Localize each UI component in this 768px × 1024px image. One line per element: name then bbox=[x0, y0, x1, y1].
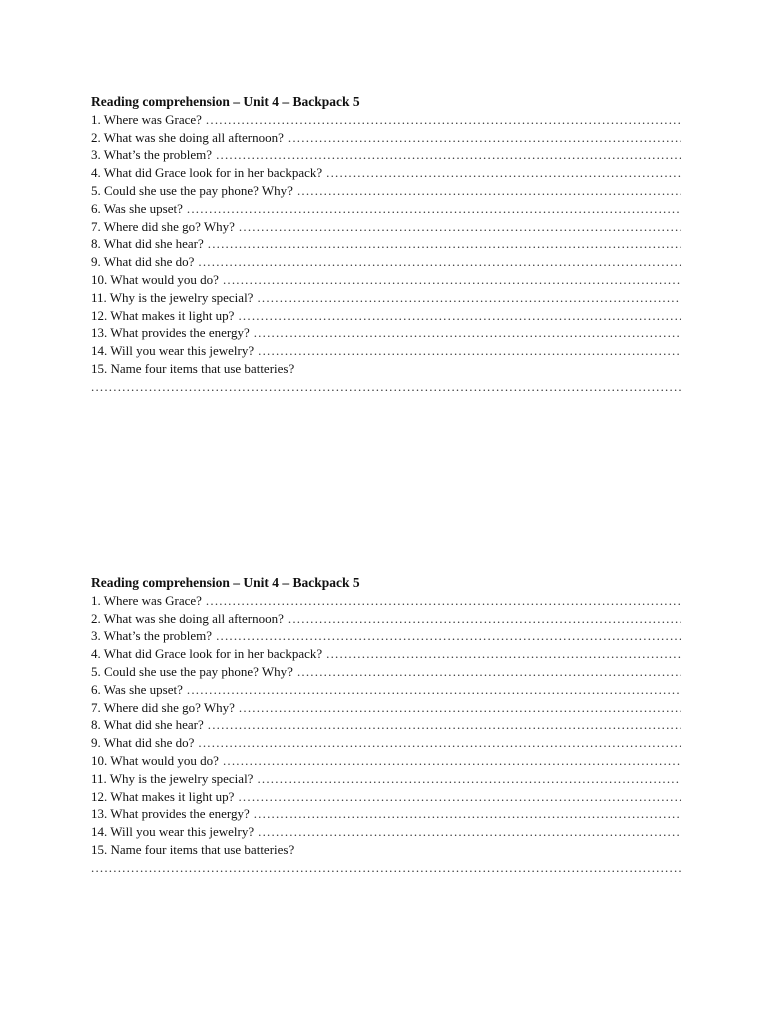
question-row bbox=[91, 734, 681, 752]
question-list bbox=[91, 111, 681, 378]
question-text: 15. Name four items that use batteries? bbox=[91, 360, 295, 376]
answer-line bbox=[254, 324, 681, 342]
question-text: 1. Where was Grace? bbox=[91, 592, 202, 608]
question-row bbox=[91, 324, 681, 342]
question-row bbox=[91, 218, 681, 236]
answer-line bbox=[198, 253, 681, 271]
question-text: 13. What provides the energy? bbox=[91, 806, 250, 822]
answer-line bbox=[223, 752, 681, 770]
question-text: 4. What did Grace look for in her backpack? bbox=[91, 165, 323, 181]
answer-line bbox=[239, 218, 681, 236]
question-text: 8. What did she hear? bbox=[91, 717, 204, 733]
worksheet-title: Reading comprehension – Unit 4 – Backpack 5 bbox=[91, 575, 360, 590]
question-text: 12. What makes it light up? bbox=[91, 307, 235, 323]
answer-line bbox=[257, 770, 681, 788]
answer-line bbox=[297, 663, 681, 681]
question-row bbox=[91, 788, 681, 806]
question-text: 5. Could she use the pay phone? Why? bbox=[91, 182, 293, 198]
question-row bbox=[91, 360, 681, 378]
question-row bbox=[91, 663, 681, 681]
question-text: 2. What was she doing all afternoon? bbox=[91, 610, 284, 626]
question-text: 14. Will you wear this jewelry? bbox=[91, 824, 255, 840]
question-row bbox=[91, 610, 681, 628]
worksheet-title: Reading comprehension – Unit 4 – Backpack 5 bbox=[91, 94, 360, 109]
question-row bbox=[91, 164, 681, 182]
question-row bbox=[91, 592, 681, 610]
question-row bbox=[91, 111, 681, 129]
answer-line bbox=[208, 235, 681, 253]
answer-line bbox=[216, 627, 681, 645]
question-text: 3. What’s the problem? bbox=[91, 147, 213, 163]
question-text: 12. What makes it light up? bbox=[91, 788, 235, 804]
question-row bbox=[91, 342, 681, 360]
answer-line bbox=[206, 111, 681, 129]
question-row bbox=[91, 289, 681, 307]
question-text: 7. Where did she go? Why? bbox=[91, 218, 235, 234]
question-row bbox=[91, 235, 681, 253]
question-row bbox=[91, 200, 681, 218]
question-row bbox=[91, 805, 681, 823]
answer-line bbox=[238, 307, 681, 325]
question-text: 6. Was she upset? bbox=[91, 681, 183, 697]
question-text: 11. Why is the jewelry special? bbox=[91, 289, 254, 305]
question-text: 6. Was she upset? bbox=[91, 200, 183, 216]
answer-line bbox=[258, 342, 681, 360]
answer-line bbox=[326, 645, 681, 663]
question-text: 13. What provides the energy? bbox=[91, 325, 250, 341]
answer-line bbox=[288, 129, 681, 147]
answer-line bbox=[288, 610, 681, 628]
answer-line bbox=[297, 182, 681, 200]
question-row bbox=[91, 307, 681, 325]
question-list bbox=[91, 592, 681, 859]
question-text: 9. What did she do? bbox=[91, 254, 195, 270]
answer-line bbox=[187, 200, 681, 218]
answer-line bbox=[254, 805, 681, 823]
question-text: 11. Why is the jewelry special? bbox=[91, 770, 254, 786]
question-text: 10. What would you do? bbox=[91, 271, 219, 287]
answer-line bbox=[187, 681, 681, 699]
answer-line-full bbox=[91, 378, 681, 396]
question-text: 10. What would you do? bbox=[91, 752, 219, 768]
answer-line bbox=[206, 592, 681, 610]
answer-line bbox=[223, 271, 681, 289]
question-text: 5. Could she use the pay phone? Why? bbox=[91, 663, 293, 679]
question-text: 8. What did she hear? bbox=[91, 236, 204, 252]
question-row bbox=[91, 253, 681, 271]
answer-line bbox=[258, 823, 681, 841]
question-text: 1. Where was Grace? bbox=[91, 111, 202, 127]
answer-line bbox=[208, 716, 681, 734]
question-text: 14. Will you wear this jewelry? bbox=[91, 343, 255, 359]
answer-line bbox=[326, 164, 681, 182]
question-row bbox=[91, 752, 681, 770]
question-text: 7. Where did she go? Why? bbox=[91, 699, 235, 715]
question-row bbox=[91, 841, 681, 859]
worksheet-top bbox=[91, 93, 681, 396]
answer-line-full bbox=[91, 859, 681, 877]
question-text: 15. Name four items that use batteries? bbox=[91, 841, 295, 857]
question-row bbox=[91, 716, 681, 734]
question-row bbox=[91, 627, 681, 645]
answer-line bbox=[238, 788, 681, 806]
question-row bbox=[91, 681, 681, 699]
worksheet-bottom bbox=[91, 574, 681, 877]
question-text: 3. What’s the problem? bbox=[91, 628, 213, 644]
question-row bbox=[91, 129, 681, 147]
question-text: 2. What was she doing all afternoon? bbox=[91, 129, 284, 145]
question-text: 4. What did Grace look for in her backpack? bbox=[91, 646, 323, 662]
question-row bbox=[91, 146, 681, 164]
answer-line bbox=[257, 289, 681, 307]
answer-line bbox=[198, 734, 681, 752]
question-row bbox=[91, 823, 681, 841]
question-row bbox=[91, 182, 681, 200]
question-text: 9. What did she do? bbox=[91, 735, 195, 751]
answer-line bbox=[216, 146, 681, 164]
question-row bbox=[91, 645, 681, 663]
answer-line bbox=[239, 699, 681, 717]
question-row bbox=[91, 699, 681, 717]
question-row bbox=[91, 770, 681, 788]
question-row bbox=[91, 271, 681, 289]
